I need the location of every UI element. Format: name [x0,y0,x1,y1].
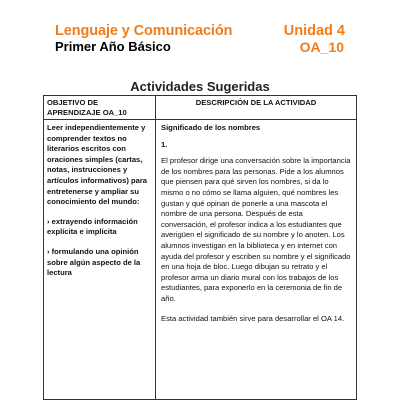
objective-text: Leer independientemente y comprender textos no literarios escritos con oraciones simples (cartas, notas, instrucciones y artículos informativos) para entretenerse y ampliar su conocimiento del mundo: [47,123,148,207]
activities-table [43,95,357,400]
activity-title: Significado de los nombres [161,123,261,132]
oa-code: OA_10 [299,39,344,55]
activity-note: Esta actividad también sirve para desarrollar el OA 14. [161,313,345,323]
grade-subtitle: Primer Año Básico [55,39,171,54]
table-row [44,120,357,400]
objective-bullet-2: › formulando una opinión sobre algún aspecto de la lectura [47,246,141,278]
activity-cell [156,120,357,400]
activity-paragraph: El profesor dirige una conversación sobre la importancia de los nombres para las personas. Pide a los alumnos que piensen para qué sirven los nombres, si da lo mismo o no cómo se llama alguien, qué nombres les gustan y qué opinan de ponerle a una mascota el nombre de una persona. Después de esta conversación, el profesor indica a los estudiantes que averigüen el significado de su nombre y lo anoten. Los alumnos investigan en la biblioteca y en internet con ayuda del profesor y escriben su nombre y el significado en una hoja de bloc. Luego dibujan su retrato y el profesor arma un diario mural con los trabajos de los estudiantes, para exponerlo en la ceremonia de fin de año. [161,156,351,303]
objective-bullet-1: › extrayendo información explícita e implícita [47,216,138,237]
table-header-row [44,96,357,120]
activity-number: 1. [161,139,168,149]
objective-column-header: OBJETIVO DE APRENDIZAJE OA_10 [44,96,156,120]
unit-label: Unidad 4 [283,23,345,39]
description-column-header: DESCRIPCIÓN DE LA ACTIVIDAD [156,96,357,120]
page-header [0,0,400,60]
objective-cell [44,120,156,400]
section-title: Actividades Sugeridas [130,79,270,94]
subject-title: Lenguaje y Comunicación [55,23,233,39]
